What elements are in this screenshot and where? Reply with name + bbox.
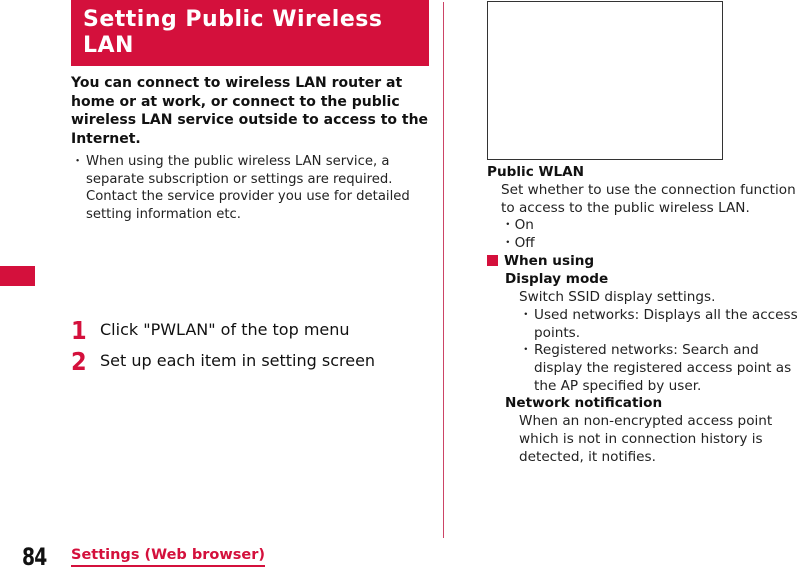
step-text: Click "PWLAN" of the top menu	[100, 320, 350, 339]
note-line: Contact the service provider you use for detailed	[86, 189, 410, 204]
column-divider	[443, 2, 444, 538]
display-mode-item: ・ Registered networks: Search and display the registered access point as the AP specified by user.	[519, 342, 792, 394]
option-on: ・On	[501, 217, 534, 233]
footer-chapter-link: Settings (Web browser)	[71, 546, 265, 567]
display-mode-desc: Switch SSID display settings.	[519, 289, 716, 305]
when-using-heading: When using	[487, 252, 594, 270]
note-line: separate subscription or settings are required.	[86, 171, 393, 187]
public-wlan-label: Public WLAN	[487, 164, 585, 180]
public-wlan-desc: to access to the public wireless LAN.	[501, 200, 750, 216]
display-mode-item: ・ Used networks: Displays all the access points.	[519, 307, 798, 341]
display-mode-label: Display mode	[505, 271, 609, 287]
note-line: setting information etc.	[86, 206, 241, 222]
intro-text: You can connect to wireless LAN router at home or at work, or connect to the public wireless LAN service outside to access to the Internet.	[71, 75, 429, 147]
square-bullet-icon	[487, 255, 498, 266]
step-number: 2	[71, 347, 87, 376]
page-number: 84	[22, 543, 47, 571]
network-notification-label: Network notification	[505, 395, 663, 411]
screenshot-placeholder	[487, 1, 723, 160]
chapter-side-tab	[0, 266, 35, 286]
step-number: 1	[71, 316, 87, 345]
network-notification-desc: When an non-encrypted access point which is not in connection history is detected, it notifies.	[519, 413, 773, 465]
step-text: Set up each item in setting screen	[100, 351, 376, 370]
option-off: ・Off	[501, 235, 535, 251]
note-line: When using the public wireless LAN service, a	[86, 154, 390, 169]
note-block	[71, 153, 431, 223]
section-title: Setting Public Wireless LAN	[71, 0, 429, 66]
public-wlan-desc: Set whether to use the connection function	[501, 182, 796, 198]
note-bullet: ・	[71, 154, 85, 169]
